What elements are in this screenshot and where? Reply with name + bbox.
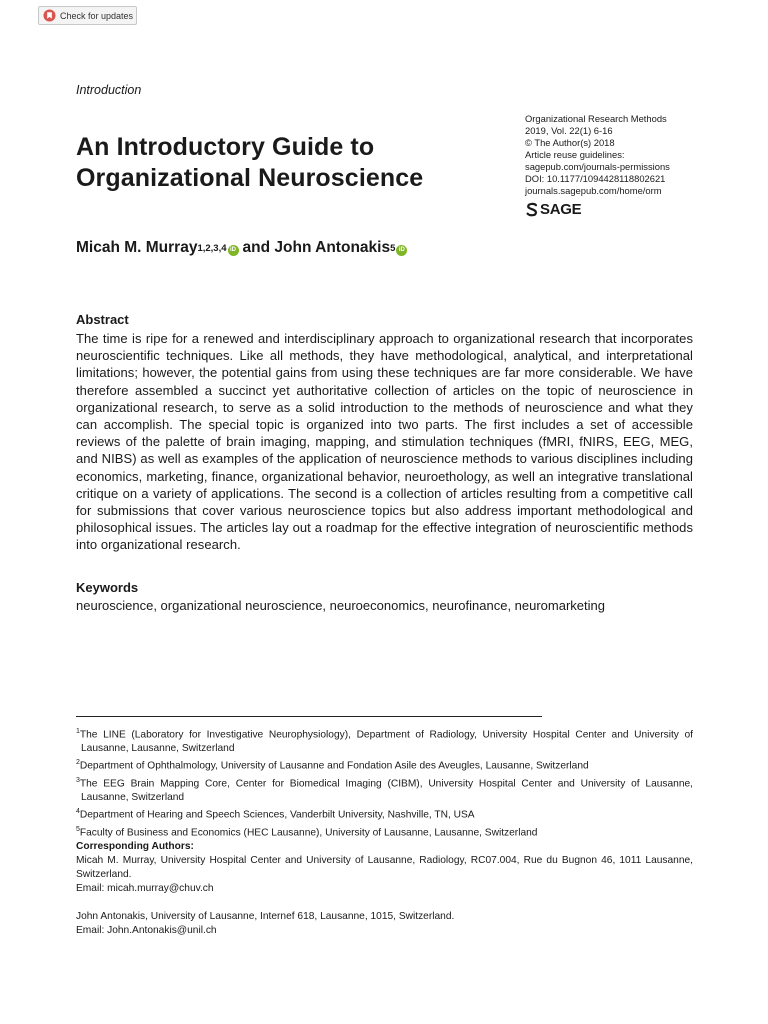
title-line-1: An Introductory Guide to: [76, 133, 375, 161]
author-1-affiliations: 1,2,3,4: [197, 243, 227, 254]
corresponding-email-1[interactable]: Email: micah.murray@chuv.ch: [76, 883, 214, 894]
affiliation-item: [76, 774, 693, 805]
sage-swirl-icon: [525, 202, 539, 217]
copyright: © The Author(s) 2018: [525, 137, 615, 148]
check-for-updates-label: Check for updates: [60, 10, 134, 21]
affiliation-number: 3: [76, 776, 80, 784]
affiliation-text: Department of Hearing and Speech Sciences, Vanderbilt University, Nashville, TN, USA: [79, 809, 475, 821]
abstract-text: The time is ripe for a renewed and interdisciplinary approach to organizational research that incorporates neuroscientific techniques. Like all methods, they have methodological, analytical, and interpretational limitations; however, the potential gains from using these techniques are far more considerable. We have therefore assembled a succinct yet authoritative collection of articles on the topic of neuroscience in organizational research, to serve as a solid introduction to the methods of neuroscience and what they can accomplish. The special topic is organized into two parts. The first includes a set of accessible reviews of the palette of brain imaging, mapping, and stimulation techniques (fMRI, fNIRS, EEG, MEG, and NIBS) as well as examples of the application of neuroscience methods to various disciplines including economics, marketing, finance, organizational behavior, neuroethology, as well an integrative translational critique on a variety of applications. The second is a collection of articles resulting from a competitive call for submissions that cover various neuroscience topics but also address important methodological and philosophical issues. The articles lay out a roadmap for the effective integration of neuroscientific methods into organizational research.: [76, 331, 693, 553]
affiliation-text: Department of Ophthalmology, University of Lausanne and Fondation Asile des Aveugles, Lausanne, Switzerland: [79, 760, 589, 772]
affiliation-item: [76, 756, 693, 773]
affiliation-number: 2: [76, 759, 80, 767]
corresponding-authors: [76, 840, 693, 938]
orcid-icon[interactable]: iD: [228, 245, 239, 256]
corresponding-address-2: John Antonakis, University of Lausanne, Internef 618, Lausanne, 1015, Switzerland.: [76, 911, 455, 922]
section-label: Introduction: [76, 83, 142, 97]
crossmark-icon: [43, 9, 56, 22]
author-1-name: Micah M. Murray: [76, 239, 198, 256]
reuse-guidelines-label: Article reuse guidelines:: [525, 149, 625, 160]
article-title: [76, 132, 506, 194]
sage-logo-text: SAGE: [540, 201, 582, 218]
journal-info: [525, 113, 695, 197]
check-for-updates-button[interactable]: [38, 6, 137, 25]
sage-logo: [525, 201, 581, 218]
affiliation-item: [76, 823, 693, 840]
footnote-divider: [76, 716, 542, 717]
author-joiner: and: [242, 239, 271, 256]
author-2-name: John Antonakis: [274, 239, 391, 256]
affiliation-number: 5: [76, 825, 80, 833]
author-line: [76, 239, 411, 257]
affiliation-text: The LINE (Laboratory for Investigative Neurophysiology), Department of Radiology, University Hospital Center and University of Lausanne, Lausanne, Switzerland: [79, 729, 693, 755]
affiliation-number: 1: [76, 728, 80, 735]
journal-volume: 2019, Vol. 22(1) 6-16: [525, 125, 613, 136]
corresponding-heading: Corresponding Authors:: [76, 841, 194, 852]
corresponding-email-2[interactable]: Email: John.Antonakis@unil.ch: [76, 925, 217, 936]
affiliation-item: [76, 805, 693, 822]
corresponding-address-1: Micah M. Murray, University Hospital Center and University of Lausanne, Radiology, RC07.004, Rue du Bugnon 46, 1011 Lausanne, Switzerland.: [76, 855, 693, 880]
keywords-text: neuroscience, organizational neuroscience, neuroeconomics, neurofinance, neuromarketing: [76, 598, 605, 613]
affiliations-list: [76, 725, 693, 840]
journal-homepage-link[interactable]: journals.sagepub.com/home/orm: [525, 185, 662, 196]
title-line-2: Organizational Neuroscience: [76, 164, 424, 192]
affiliation-number: 4: [76, 808, 80, 816]
permissions-link[interactable]: sagepub.com/journals-permissions: [525, 161, 670, 172]
abstract-heading: Abstract: [76, 312, 129, 327]
affiliation-text: Faculty of Business and Economics (HEC Lausanne), University of Lausanne, Lausanne, Switzerland: [79, 826, 538, 838]
orcid-icon[interactable]: iD: [396, 245, 407, 256]
doi-link[interactable]: DOI: 10.1177/1094428118802621: [525, 173, 666, 184]
affiliation-text: The EEG Brain Mapping Core, Center for Biomedical Imaging (CIBM), University Hospital Center and University of Lausanne, Lausanne, Switzerland: [79, 778, 693, 804]
corresponding-spacer: [76, 896, 693, 910]
journal-name: Organizational Research Methods: [525, 113, 667, 124]
affiliation-item: [76, 725, 693, 756]
keywords-heading: Keywords: [76, 580, 139, 595]
author-2-affiliations: 5: [390, 243, 396, 254]
